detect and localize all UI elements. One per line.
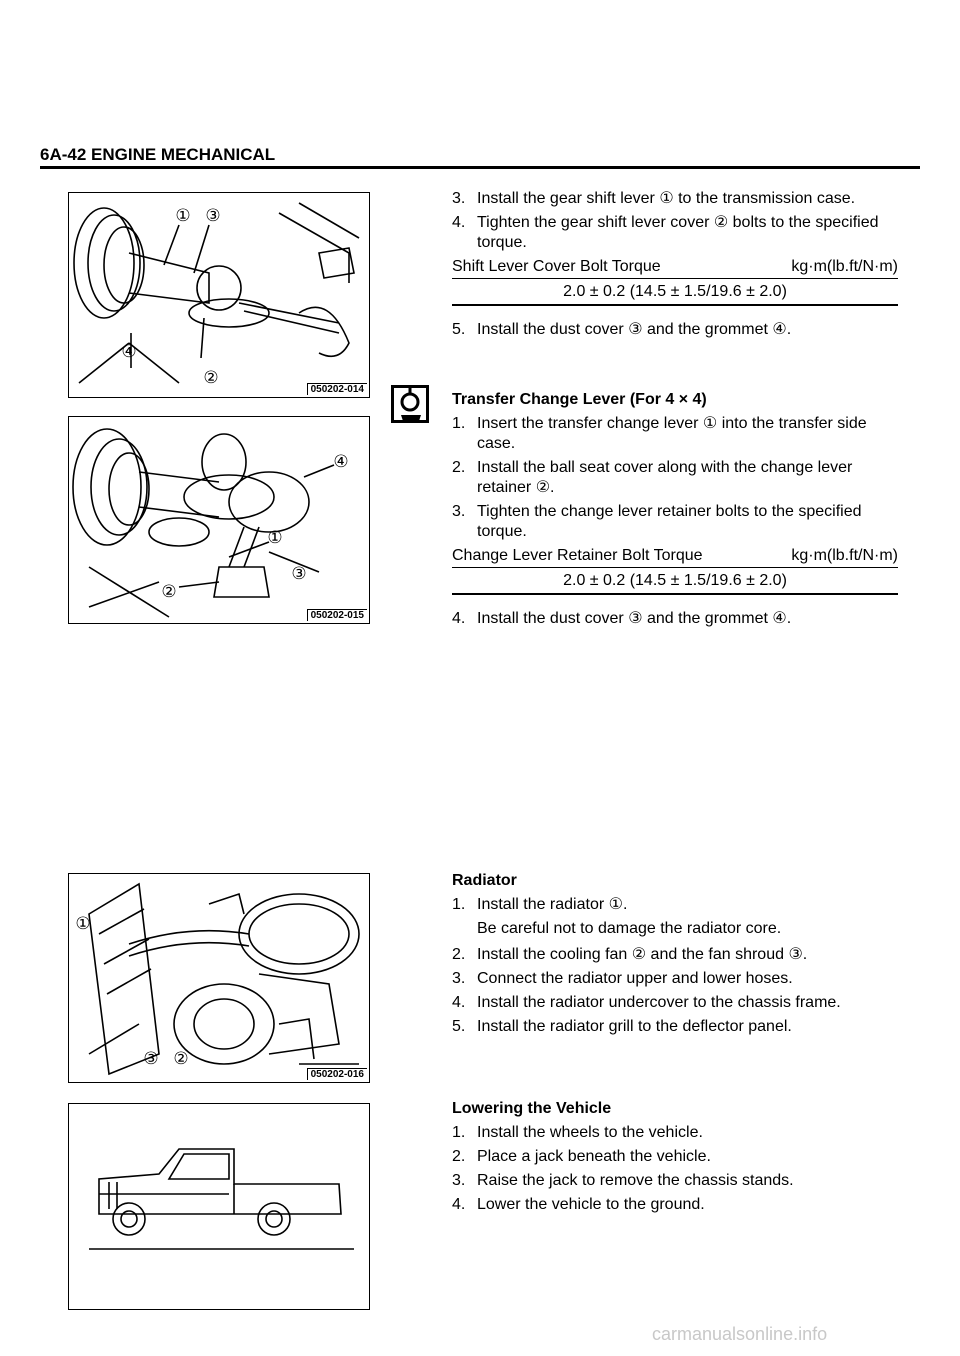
step-note: Be careful not to damage the radiator core.: [477, 920, 782, 937]
figure-code: 050202-015: [307, 609, 367, 621]
step-item: [452, 969, 898, 989]
callout-3: ③: [205, 206, 221, 226]
section-title: Lowering the Vehicle: [452, 1100, 612, 1117]
step-number: 5.: [452, 321, 466, 338]
step-item: [452, 1123, 898, 1143]
step-text: Install the radiator ①.: [477, 896, 628, 913]
step-number: 4.: [452, 214, 466, 231]
figure-code: 050202-014: [307, 383, 367, 395]
step-number: 3.: [452, 970, 466, 987]
callout-1: ①: [175, 206, 191, 226]
spec-value: 2.0 ± 0.2 (14.5 ± 1.5/19.6 ± 2.0): [452, 279, 898, 306]
step-text: Install the radiator grill to the deflector panel.: [477, 1018, 792, 1035]
step-item: [452, 1171, 898, 1191]
step-number: 3.: [452, 1172, 466, 1189]
step-item: [452, 895, 898, 915]
callout-3: ③: [291, 564, 307, 584]
spec-unit: kg·m(lb.ft/N·m): [791, 258, 898, 275]
spec-label: Shift Lever Cover Bolt Torque: [452, 258, 661, 275]
step-item: [452, 1017, 898, 1037]
torque-spec: [452, 546, 898, 595]
callout-1: ①: [75, 914, 91, 934]
callout-3: ③: [143, 1049, 159, 1069]
step-number: 2.: [452, 459, 466, 476]
step-text: Place a jack beneath the vehicle.: [477, 1148, 711, 1165]
spec-label: Change Lever Retainer Bolt Torque: [452, 547, 703, 564]
step-item: [452, 320, 898, 340]
step-number: 2.: [452, 946, 466, 963]
transfer-lever-illustration: [69, 417, 369, 623]
step-number: 4.: [452, 994, 466, 1011]
step-item: [452, 189, 898, 209]
spec-unit: kg·m(lb.ft/N·m): [791, 547, 898, 564]
spec-value: 2.0 ± 0.2 (14.5 ± 1.5/19.6 ± 2.0): [452, 568, 898, 595]
step-number: 1.: [452, 1124, 466, 1141]
step-item: [452, 213, 898, 253]
section-radiator: [452, 871, 898, 1041]
header-rule: [40, 166, 920, 169]
step-number: 3.: [452, 190, 466, 207]
step-text: Install the gear shift lever ① to the transmission case.: [477, 190, 856, 207]
step-text: Tighten the gear shift lever cover ② bolts to the specified torque.: [477, 214, 879, 251]
figure-radiator: [68, 873, 370, 1083]
step-text: Raise the jack to remove the chassis stands.: [477, 1172, 794, 1189]
step-text: Insert the transfer change lever ① into the transfer side case.: [477, 415, 867, 452]
callout-2: ②: [173, 1049, 189, 1069]
callout-4: ④: [333, 452, 349, 472]
step-item: [452, 458, 898, 498]
section-gear-shift: [452, 189, 898, 344]
figure-gear-shift-lever: [68, 192, 370, 398]
step-item: [452, 609, 898, 629]
step-item: [452, 945, 898, 965]
step-text: Install the cooling fan ② and the fan shroud ③.: [477, 946, 808, 963]
step-text: Lower the vehicle to the ground.: [477, 1196, 705, 1213]
radiator-illustration: [69, 874, 369, 1082]
pickup-truck-illustration: [69, 1104, 369, 1309]
step-item: [452, 993, 898, 1013]
section-title: Transfer Change Lever (For 4 × 4): [452, 391, 707, 408]
figure-code: 050202-016: [307, 1068, 367, 1080]
step-text: Connect the radiator upper and lower hoses.: [477, 970, 793, 987]
step-number: 4.: [452, 1196, 466, 1213]
step-number: 5.: [452, 1018, 466, 1035]
step-item: [452, 414, 898, 454]
figure-vehicle: [68, 1103, 370, 1310]
step-number: 4.: [452, 610, 466, 627]
step-text: Install the wheels to the vehicle.: [477, 1124, 703, 1141]
step-text: Tighten the change lever retainer bolts to the specified torque.: [477, 503, 862, 540]
section-transfer-lever: [452, 390, 898, 633]
torque-spec: [452, 257, 898, 306]
step-number: 2.: [452, 1148, 466, 1165]
step-item: [452, 1195, 898, 1215]
step-text: Install the radiator undercover to the chassis frame.: [477, 994, 841, 1011]
section-lowering-vehicle: [452, 1099, 898, 1219]
step-number: 1.: [452, 415, 466, 432]
step-item: [452, 1147, 898, 1167]
installation-symbol-icon: [391, 385, 429, 423]
callout-2: ②: [203, 368, 219, 388]
watermark: carmanualsonline.info: [652, 1324, 828, 1344]
figure-transfer-lever: [68, 416, 370, 624]
step-number: 1.: [452, 896, 466, 913]
callout-1: ①: [267, 528, 283, 548]
page-title: 6A-42 ENGINE MECHANICAL: [40, 145, 276, 164]
step-text: Install the ball seat cover along with the change lever retainer ②.: [477, 459, 853, 496]
callout-4: ④: [121, 342, 137, 362]
step-number: 3.: [452, 503, 466, 520]
gear-shift-illustration: [69, 193, 369, 397]
step-item: [452, 502, 898, 542]
step-text: Install the dust cover ③ and the grommet ④.: [477, 610, 792, 627]
step-text: Install the dust cover ③ and the grommet ④.: [477, 321, 792, 338]
callout-2: ②: [161, 582, 177, 602]
section-title: Radiator: [452, 872, 517, 889]
